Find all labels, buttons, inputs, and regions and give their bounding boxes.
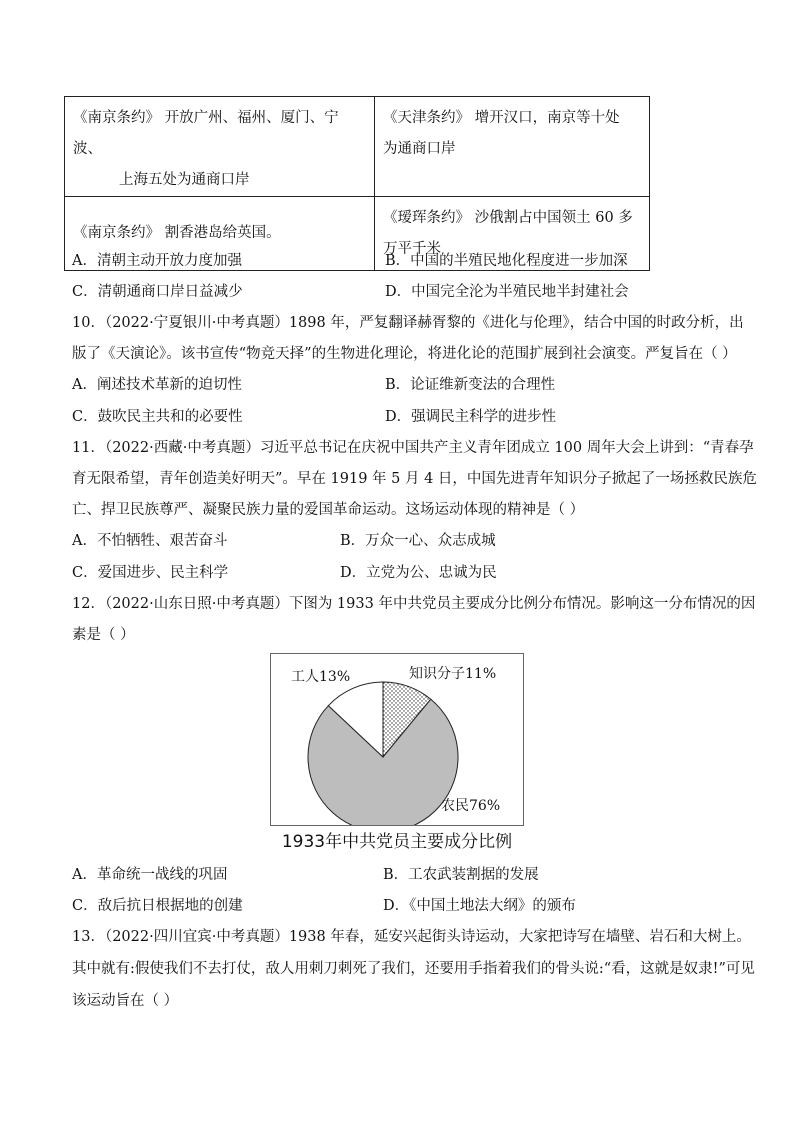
- table-cell-text: 《南京条约》 割香港岛给英国。: [73, 225, 281, 241]
- slice-label-intellectual: 知识分子11%: [409, 666, 497, 682]
- table-cell-text: 《南京条约》 开放广州、福州、厦门、宁波、: [73, 110, 339, 157]
- question-13-stem: 13．（2022·四川宜宾·中考真题）1938 年春，延安兴起街头诗运动，大家把诗写在墙壁、岩石和大树上。: [72, 929, 751, 945]
- table-cell: [65, 97, 375, 197]
- option-a: A．不怕牺牲、艰苦奋斗: [72, 533, 228, 549]
- option-a: A．阐述技术革新的迫切性: [72, 377, 242, 393]
- chart-title: 1933年中共党员主要成分比例: [281, 832, 513, 852]
- option-c: C．敌后抗日根据地的创建: [72, 898, 243, 914]
- slice-label-worker: 工人13%: [291, 669, 351, 685]
- table-cell-text: 《瑷珲条约》 沙俄割占中国领土 60 多: [383, 210, 633, 226]
- question-12-stem: 素是（ ）: [72, 627, 135, 643]
- option-b: B．万众一心、众志成城: [340, 533, 496, 549]
- option-a: A．革命统一战线的巩固: [72, 867, 228, 883]
- option-c: C．爱国进步、民主科学: [72, 565, 229, 581]
- question-11-stem: 亡、捍卫民族尊严、凝聚民族力量的爱国革命运动。这场运动体现的精神是（ ）: [72, 502, 585, 518]
- option-c: C．鼓吹民主共和的必要性: [72, 409, 243, 425]
- question-11-stem: 11．（2022·西藏·中考真题）习近平总书记在庆祝中国共产主义青年团成立 100 周年大会上讲到：“青春孕: [72, 440, 754, 456]
- option-a: A．清朝主动开放力度加强: [72, 253, 242, 269]
- option-d: D．《中国土地法大纲》的颁布: [383, 898, 576, 914]
- table-cell: [375, 97, 650, 197]
- table-cell-text: 为通商口岸: [383, 141, 456, 157]
- table-cell-text: 万平千米: [383, 241, 441, 257]
- question-11-stem: 育无限希望，青年创造美好明天”。早在 1919 年 5 月 4 日，中国先进青年知识分子掀起了一场拯救民族危: [72, 471, 757, 487]
- option-b: B．论证维新变法的合理性: [385, 377, 556, 393]
- option-d: D．强调民主科学的进步性: [385, 409, 557, 425]
- option-b: B．工农武装割据的发展: [383, 867, 539, 883]
- question-10-stem: 版了《天演论》。该书宣传“物竞天择”的生物进化理论，将进化论的范围扩展到社会演变。严复旨在（ ）: [72, 346, 737, 362]
- slice-label-farmer: 农民76%: [441, 798, 501, 814]
- question-13-stem: 其中就有:假使我们不去打仗，敌人用刺刀刺死了我们，还要用手指着我们的骨头说:“看，这就是奴隶!”可见: [72, 961, 755, 977]
- pie-chart: [271, 654, 523, 825]
- option-b: B．中国的半殖民地化程度进一步加深: [385, 253, 628, 269]
- table-cell-text: 上海五处为通商口岸: [119, 172, 250, 188]
- table-cell-text: 《天津条约》 增开汉口，南京等十处: [383, 110, 620, 126]
- pie-chart-frame: [270, 653, 524, 826]
- question-12-stem: 12．（2022·山东日照·中考真题）下图为 1933 年中共党员主要成分比例分布情况。影响这一分布情况的因: [72, 596, 756, 612]
- treaty-table: [64, 96, 650, 271]
- question-10-stem: 10．（2022·宁夏银川·中考真题）1898 年，严复翻译赫胥黎的《进化与伦理》，结合中国的时政分析，出: [72, 315, 744, 331]
- option-d: D．中国完全沦为半殖民地半封建社会: [385, 284, 629, 300]
- question-13-stem: 该运动旨在（ ）: [72, 993, 179, 1009]
- option-c: C．清朝通商口岸日益减少: [72, 284, 243, 300]
- option-d: D．立党为公、忠诚为民: [340, 565, 497, 581]
